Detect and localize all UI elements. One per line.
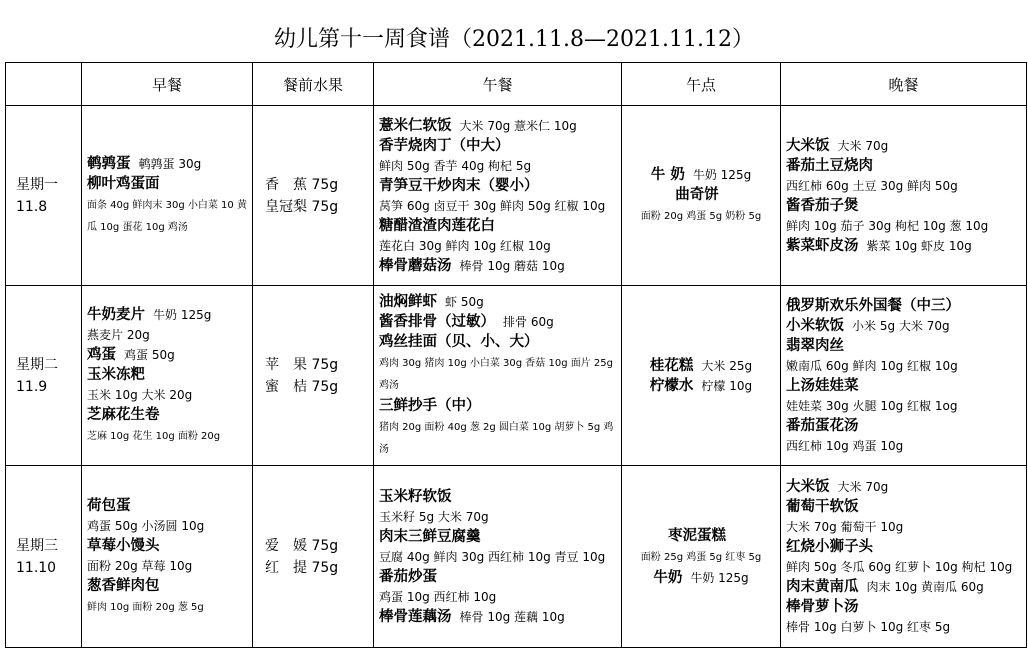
fruit-item: 爱 媛 75g — [265, 537, 339, 554]
dish-ingredients: 芝麻 10g 花生 10g 面粉 20g — [87, 430, 221, 442]
menu-item — [379, 352, 616, 396]
menu-item — [87, 154, 247, 174]
header-lunch: 午餐 — [374, 63, 622, 106]
menu-item — [786, 436, 1021, 456]
menu-item — [379, 487, 616, 507]
menu-item — [87, 325, 247, 345]
menu-item — [379, 236, 616, 256]
menu-item — [786, 497, 1021, 517]
dish-ingredients: 面粉 20g 鸡蛋 5g 奶粉 5g — [640, 210, 762, 222]
fruit-item: 香 蕉 75g — [265, 176, 339, 193]
dish-name: 紫菜虾皮汤 — [786, 237, 859, 254]
menu-item — [379, 607, 616, 627]
dish-name: 大米饭 — [786, 478, 830, 495]
dish-ingredients: 大米 70g — [837, 479, 889, 494]
header-dinner: 晚餐 — [781, 63, 1027, 106]
day-row — [6, 466, 1027, 648]
menu-item — [87, 596, 247, 618]
menu-item — [379, 547, 616, 567]
dish-ingredients: 大米 70g 薏米仁 10g — [459, 118, 577, 133]
dish-ingredients: 燕麦片 20g — [87, 327, 150, 342]
dish-name: 芝麻花生卷 — [87, 406, 160, 423]
menu-item — [379, 396, 616, 416]
dish-ingredients: 鲜肉 50g 冬瓜 60g 红萝卜 10g 枸杞 10g — [786, 559, 1013, 574]
dish-name: 牛奶 — [653, 569, 683, 586]
menu-item — [786, 597, 1021, 617]
dish-name: 肉末三鲜豆腐羹 — [379, 528, 481, 545]
menu-item — [786, 537, 1021, 557]
menu-item — [87, 385, 247, 405]
menu-table — [5, 62, 1027, 648]
menu-item — [786, 396, 1021, 416]
dish-ingredients: 虾 50g — [445, 294, 484, 309]
dish-name: 牛奶麦片 — [87, 306, 145, 323]
dish-ingredients: 紫菜 10g 虾皮 10g — [866, 238, 972, 253]
dish-ingredients: 面条 40g 鲜肉末 30g 小白菜 10 黄瓜 10g 蛋花 10g 鸡汤 — [87, 199, 247, 233]
dish-name: 棒骨蘑菇汤 — [379, 257, 452, 274]
menu-item — [786, 356, 1021, 376]
dish-name: 香芋烧肉丁（中大） — [379, 137, 510, 154]
dish-name: 柳叶鸡蛋面 — [87, 175, 160, 192]
menu-item — [87, 516, 247, 536]
dish-name: 桂花糕 — [649, 357, 694, 374]
menu-item — [627, 165, 775, 185]
dish-name: 草莓小馒头 — [87, 537, 160, 554]
menu-item — [87, 496, 247, 516]
dish-name: 番茄土豆烧肉 — [786, 157, 873, 174]
date-label: 11.9 — [16, 378, 48, 395]
dinner-cell — [781, 286, 1027, 466]
dish-ingredients: 棒骨 10g 莲藕 10g — [459, 609, 565, 624]
menu-item — [379, 292, 616, 312]
menu-item — [786, 216, 1021, 236]
menu-item — [87, 194, 247, 238]
dish-ingredients: 面粉 20g 草莓 10g — [87, 558, 193, 573]
dish-ingredients: 西红柿 10g 鸡蛋 10g — [786, 438, 904, 453]
dish-ingredients: 棒骨 10g 白萝卜 10g 红枣 5g — [786, 619, 951, 634]
menu-item — [627, 546, 775, 568]
dish-name: 三鲜抄手（中） — [379, 397, 481, 414]
menu-item — [786, 176, 1021, 196]
dish-ingredients: 嫩南瓜 60g 鲜肉 10g 红椒 10g — [786, 358, 958, 373]
menu-item — [87, 536, 247, 556]
dish-ingredients: 鲜肉 50g 香芋 40g 枸杞 5g — [379, 158, 532, 173]
dish-name: 棒骨莲藕汤 — [379, 608, 452, 625]
dish-name: 俄罗斯欢乐外国餐（中三） — [786, 297, 960, 314]
dish-name: 翡翠肉丝 — [786, 337, 844, 354]
menu-item — [786, 136, 1021, 156]
menu-item — [379, 256, 616, 276]
menu-item — [87, 345, 247, 365]
fruit-cell — [253, 466, 374, 648]
menu-item — [379, 416, 616, 460]
menu-item — [786, 336, 1021, 356]
menu-item — [87, 365, 247, 385]
snack-cell — [622, 106, 781, 286]
dish-name: 棒骨萝卜汤 — [786, 598, 859, 615]
dish-ingredients: 棒骨 10g 蘑菇 10g — [459, 258, 565, 273]
dish-name: 葱香鲜肉包 — [87, 577, 160, 594]
dish-name: 肉末黄南瓜 — [786, 578, 859, 595]
menu-item — [786, 296, 1021, 316]
dish-name: 油焖鲜虾 — [379, 293, 437, 310]
dish-ingredients: 娃娃菜 30g 火腿 10g 红椒 1og — [786, 398, 958, 413]
header-row — [6, 63, 1027, 106]
menu-item — [87, 425, 247, 447]
dish-ingredients: 牛奶 125g — [153, 307, 212, 322]
weekday-label: 星期一 — [16, 176, 58, 193]
fruit-cell — [253, 286, 374, 466]
dish-ingredients: 柠檬 10g — [701, 378, 753, 393]
fruit-cell — [253, 106, 374, 286]
menu-item — [627, 568, 775, 588]
menu-item — [379, 176, 616, 196]
fruit-item: 红 提 75g — [265, 559, 339, 576]
breakfast-cell — [82, 466, 253, 648]
menu-item — [379, 332, 616, 352]
header-snack: 午点 — [622, 63, 781, 106]
menu-item — [627, 205, 775, 227]
dish-name: 番茄炒蛋 — [379, 568, 437, 585]
menu-item — [379, 216, 616, 236]
dish-name: 鸡蛋 — [87, 346, 116, 363]
menu-item — [786, 416, 1021, 436]
menu-item — [786, 316, 1021, 336]
dish-ingredients: 鲜肉 10g 面粉 20g 葱 5g — [87, 601, 204, 613]
header-fruit: 餐前水果 — [253, 63, 374, 106]
menu-item — [379, 196, 616, 216]
dish-name: 曲奇饼 — [675, 186, 719, 203]
menu-item — [627, 376, 775, 396]
dish-name: 牛 奶 — [650, 166, 685, 183]
menu-item — [786, 196, 1021, 216]
dish-name: 青笋豆干炒肉末（婴小） — [379, 177, 539, 194]
dish-name: 玉米籽软饭 — [379, 488, 452, 505]
menu-item — [786, 376, 1021, 396]
date-label: 11.8 — [16, 198, 48, 215]
dish-name: 大米饭 — [786, 137, 830, 154]
dish-name: 小米软饭 — [786, 317, 844, 334]
breakfast-cell — [82, 286, 253, 466]
menu-item — [379, 587, 616, 607]
weekday-label: 星期二 — [16, 356, 58, 373]
day-cell — [6, 466, 82, 648]
dish-ingredients: 大米 70g — [837, 138, 889, 153]
menu-item — [379, 136, 616, 156]
menu-item — [786, 236, 1021, 256]
fruit-item: 苹 果 75g — [265, 356, 339, 373]
dish-name: 上汤娃娃菜 — [786, 377, 859, 394]
dish-name: 鸡丝挂面（贝、小、大） — [379, 333, 539, 350]
dish-name: 糖醋渣渣肉莲花白 — [379, 217, 495, 234]
menu-item — [786, 577, 1021, 597]
menu-item — [627, 356, 775, 376]
dish-ingredients: 鸡肉 30g 猪肉 10g 小白菜 30g 香菇 10g 面片 25g 鸡汤 — [379, 357, 613, 391]
menu-item — [786, 517, 1021, 537]
lunch-cell — [374, 286, 622, 466]
header-breakfast: 早餐 — [82, 63, 253, 106]
day-cell — [6, 106, 82, 286]
fruit-item: 皇冠梨 75g — [265, 198, 339, 215]
menu-item — [379, 116, 616, 136]
date-label: 11.10 — [16, 559, 57, 576]
dish-name: 鹌鹑蛋 — [87, 155, 131, 172]
weekday-label: 星期三 — [16, 537, 58, 554]
dish-ingredients: 莲花白 30g 鲜肉 10g 红椒 10g — [379, 238, 551, 253]
page-title: 幼儿第十一周食谱（2021.11.8—2021.11.12） — [274, 27, 754, 52]
menu-item — [379, 527, 616, 547]
dish-ingredients: 肉末 10g 黄南瓜 60g — [866, 579, 984, 594]
dish-name: 红烧小狮子头 — [786, 538, 873, 555]
dish-ingredients: 鸡蛋 10g 西红柿 10g — [379, 589, 497, 604]
menu-item — [379, 312, 616, 332]
dish-name: 葡萄干软饭 — [786, 498, 859, 515]
dish-ingredients: 大米 25g — [701, 358, 753, 373]
menu-item — [786, 156, 1021, 176]
dish-name: 酱香茄子煲 — [786, 197, 859, 214]
menu-item — [87, 405, 247, 425]
menu-item — [379, 507, 616, 527]
dish-ingredients: 鲜肉 10g 茄子 30g 枸杞 10g 葱 10g — [786, 218, 989, 233]
day-row — [6, 286, 1027, 466]
dish-ingredients: 大米 70g 葡萄干 10g — [786, 519, 904, 534]
menu-item — [786, 557, 1021, 577]
day-row — [6, 106, 1027, 286]
dish-name: 玉米冻粑 — [87, 366, 145, 383]
dinner-cell — [781, 106, 1027, 286]
menu-item — [786, 477, 1021, 497]
menu-item — [379, 567, 616, 587]
menu-item — [379, 156, 616, 176]
dish-ingredients: 鸡蛋 50g — [124, 347, 175, 362]
dish-ingredients: 猪肉 20g 面粉 40g 葱 2g 圆白菜 10g 胡萝卜 5g 鸡汤 — [379, 421, 614, 455]
dish-ingredients: 玉米 10g 大米 20g — [87, 387, 193, 402]
dish-ingredients: 排骨 60g — [503, 314, 554, 329]
dish-ingredients: 莴笋 60g 卤豆干 30g 鲜肉 50g 红椒 10g — [379, 198, 606, 213]
dish-name: 枣泥蛋糕 — [668, 527, 726, 544]
menu-item — [87, 556, 247, 576]
menu-item — [87, 305, 247, 325]
fruit-item: 蜜 桔 75g — [265, 378, 339, 395]
header-day — [6, 63, 82, 106]
breakfast-cell — [82, 106, 253, 286]
menu-item — [87, 576, 247, 596]
dish-ingredients: 鹌鹑蛋 30g — [138, 156, 202, 171]
dish-name: 荷包蛋 — [87, 497, 131, 514]
dish-name: 薏米仁软饭 — [379, 117, 452, 134]
dish-name: 柠檬水 — [649, 377, 694, 394]
dish-ingredients: 牛奶 125g — [690, 570, 749, 585]
menu-item — [627, 185, 775, 205]
dish-ingredients: 鸡蛋 50g 小汤圆 10g — [87, 518, 205, 533]
dish-ingredients: 小米 5g 大米 70g — [852, 318, 950, 333]
dish-name: 酱香排骨（过敏） — [379, 313, 495, 330]
dinner-cell — [781, 466, 1027, 648]
snack-cell — [622, 286, 781, 466]
dish-ingredients: 西红柿 60g 土豆 30g 鲜肉 50g — [786, 178, 958, 193]
menu-item — [627, 526, 775, 546]
lunch-cell — [374, 466, 622, 648]
dish-ingredients: 面粉 25g 鸡蛋 5g 红枣 5g — [640, 551, 762, 563]
dish-ingredients: 玉米籽 5g 大米 70g — [379, 509, 489, 524]
lunch-cell — [374, 106, 622, 286]
snack-cell — [622, 466, 781, 648]
menu-item — [786, 617, 1021, 637]
menu-item — [87, 174, 247, 194]
dish-ingredients: 豆腐 40g 鲜肉 30g 西红柿 10g 青豆 10g — [379, 549, 606, 564]
dish-name: 番茄蛋花汤 — [786, 417, 859, 434]
dish-ingredients: 牛奶 125g — [692, 167, 752, 182]
day-cell — [6, 286, 82, 466]
